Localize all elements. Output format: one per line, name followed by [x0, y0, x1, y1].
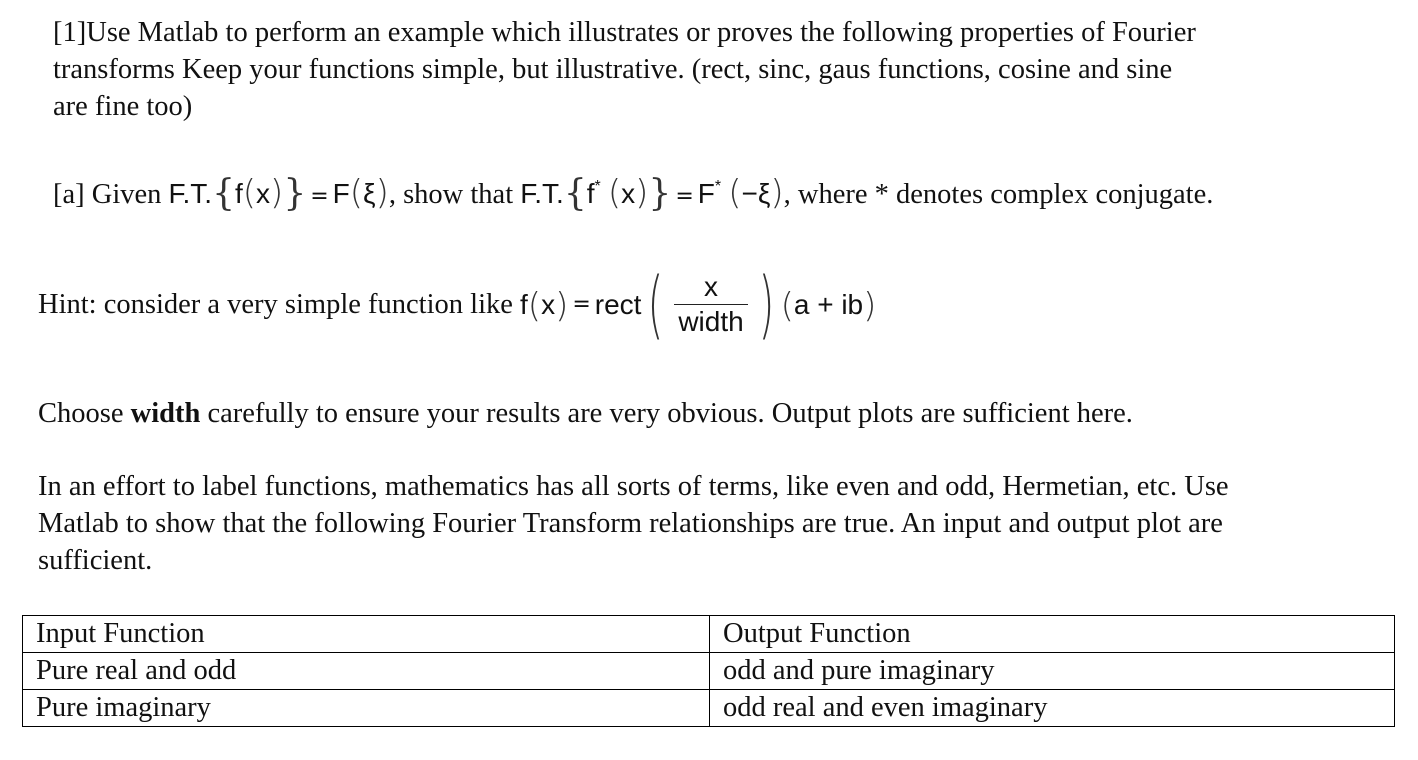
- open-paren: (: [349, 173, 364, 213]
- fraction-numerator: x: [674, 272, 747, 305]
- open-brace: {: [212, 173, 235, 214]
- equals-sign: =: [310, 184, 329, 209]
- effort-line: Matlab to show that the following Fourier Transform relationships are true. An input and output plot are: [38, 508, 1223, 539]
- intro-line: transforms Keep your functions simple, but illustrative. (rect, sinc, gaus functions, cosine and sine: [53, 54, 1173, 85]
- intro-paragraph: [53, 14, 1196, 125]
- part-a-middle: , show that: [388, 179, 521, 210]
- table-header-cell: Output Function: [710, 616, 1395, 653]
- rect-function: rect: [594, 289, 642, 320]
- hint-statement: [38, 262, 877, 348]
- x-symbol: x: [541, 289, 556, 320]
- part-a-statement: [53, 170, 1213, 221]
- close-paren: ): [635, 173, 649, 213]
- close-brace: }: [283, 173, 307, 214]
- F-symbol: F: [697, 178, 715, 209]
- conjugate-star: *: [594, 178, 601, 195]
- intro-line: [1]Use Matlab to perform an example which illustrates or proves the following properties of Fourier: [53, 17, 1196, 48]
- close-paren: ): [555, 286, 569, 326]
- equals-sign: =: [572, 292, 591, 317]
- conjugate-star: *: [714, 178, 722, 195]
- x-symbol: x: [256, 178, 271, 209]
- table-header-row: [23, 616, 1395, 653]
- choose-before: Choose: [38, 398, 131, 429]
- close-paren: ): [270, 173, 284, 213]
- f-symbol: f: [520, 289, 528, 320]
- equals-sign: =: [675, 184, 694, 209]
- open-paren: (: [728, 173, 742, 213]
- close-paren: ): [863, 286, 877, 326]
- open-paren: (: [607, 173, 622, 213]
- neg-xi-symbol: −ξ: [741, 178, 771, 209]
- table-row: [23, 690, 1395, 727]
- hint-prefix: Hint: consider a very simple function like: [38, 289, 521, 320]
- table-row: [23, 653, 1395, 690]
- fraction: [674, 272, 747, 339]
- choose-paragraph: [38, 395, 1133, 432]
- xi-symbol: ξ: [363, 178, 376, 209]
- close-paren: ): [770, 173, 784, 213]
- big-close-paren: ): [758, 262, 775, 348]
- effort-line: In an effort to label functions, mathematics has all sorts of terms, like even and odd, Hermetian, etc. Use: [38, 471, 1229, 502]
- complex-factor: a + ib: [793, 289, 864, 320]
- ft-label: F.T.: [168, 178, 213, 209]
- big-open-paren: (: [647, 262, 664, 348]
- x-symbol: x: [621, 178, 636, 209]
- fourier-properties-table: [22, 615, 1395, 727]
- choose-bold-word: width: [130, 398, 201, 429]
- table-cell: odd real and even imaginary: [710, 690, 1395, 727]
- intro-line: are fine too): [53, 91, 193, 122]
- open-brace: {: [563, 173, 587, 214]
- table-cell: Pure real and odd: [23, 653, 710, 690]
- fraction-denominator: width: [678, 305, 744, 337]
- open-paren: (: [527, 286, 542, 326]
- part-a-prefix: [a] Given: [53, 179, 169, 210]
- open-paren: (: [242, 173, 257, 213]
- effort-line: sufficient.: [38, 545, 153, 576]
- close-brace: }: [648, 173, 672, 214]
- f-symbol: f: [235, 178, 243, 209]
- open-paren: (: [780, 286, 794, 326]
- f-symbol: f: [586, 178, 595, 209]
- ft-label: F.T.: [520, 178, 564, 209]
- part-a-suffix: , where * denotes complex conjugate.: [783, 179, 1214, 210]
- F-symbol: F: [332, 178, 350, 209]
- close-paren: ): [375, 173, 389, 213]
- effort-paragraph: [38, 468, 1229, 579]
- table-header-cell: Input Function: [23, 616, 710, 653]
- choose-after: carefully to ensure your results are very obvious. Output plots are sufficient here.: [200, 398, 1133, 429]
- table-cell: Pure imaginary: [23, 690, 710, 727]
- table-cell: odd and pure imaginary: [710, 653, 1395, 690]
